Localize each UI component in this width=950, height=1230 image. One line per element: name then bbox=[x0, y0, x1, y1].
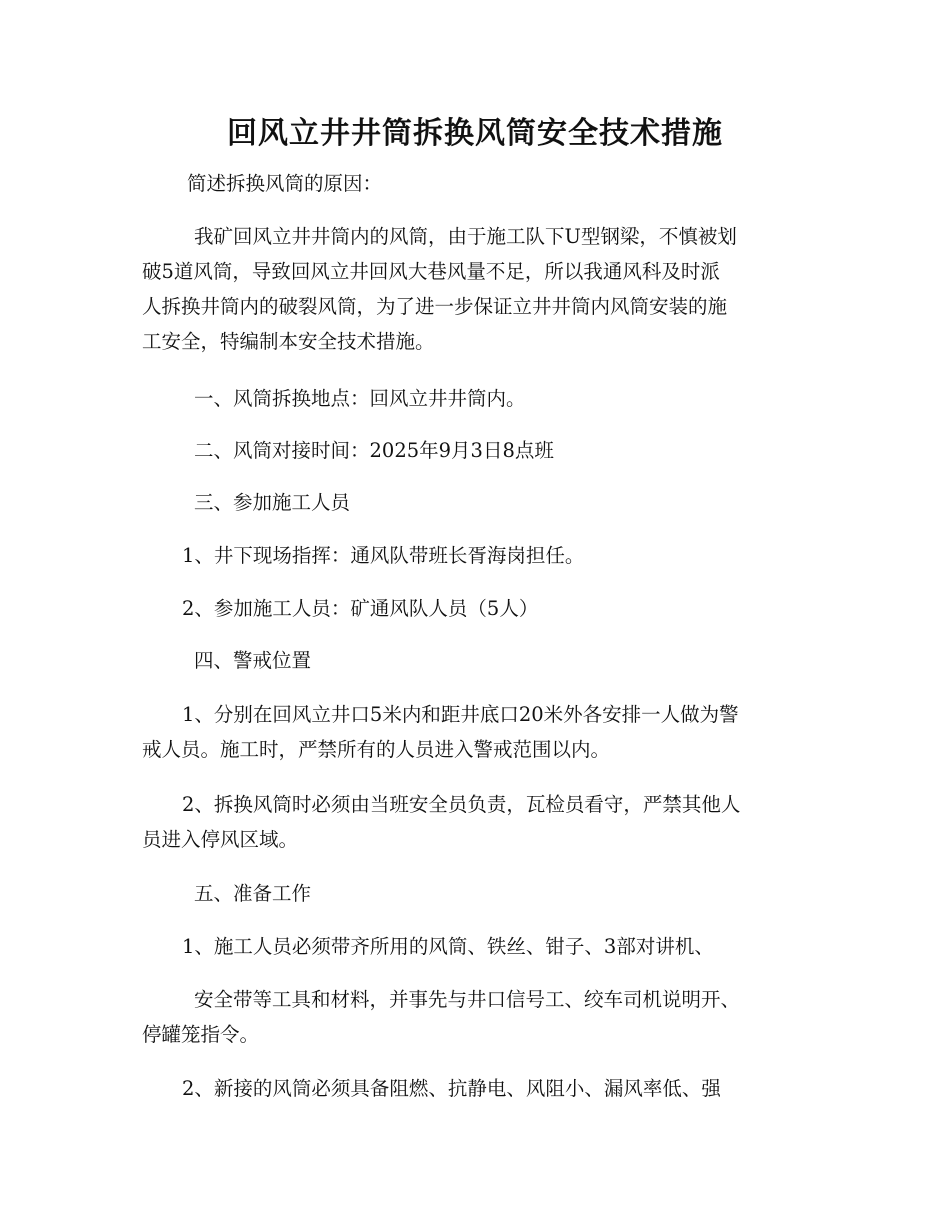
section-4-text: 四、警戒位置 bbox=[194, 649, 312, 672]
section-2-text: 二、风筒对接时间：2025年9月3日8点班 bbox=[194, 439, 554, 462]
section-2 bbox=[142, 433, 812, 468]
section-4 bbox=[142, 643, 812, 678]
section-4-item-2-line-1: 2、拆换风筒时必须由当班安全员负责，瓦检员看守，严禁其他人 bbox=[182, 793, 741, 816]
intro-line-3: 人拆换井筒内的破裂风筒，为了进一步保证立井井筒内风筒安装的施 bbox=[142, 295, 728, 318]
section-5-text: 五、准备工作 bbox=[194, 882, 312, 905]
section-5-item-2-text: 2、新接的风筒必须具备阻燃、抗静电、风阻小、漏风率低、强 bbox=[182, 1077, 721, 1100]
section-3-text: 三、参加施工人员 bbox=[194, 491, 351, 514]
section-3-item-1 bbox=[142, 538, 812, 573]
section-3-item-2 bbox=[142, 591, 812, 626]
section-4-item-1-line-1: 1、分别在回风立井口5米内和距井底口20米外各安排一人做为警 bbox=[182, 703, 739, 726]
section-5-item-1 bbox=[142, 929, 812, 964]
intro-line-4: 工安全，特编制本安全技术措施。 bbox=[142, 330, 435, 353]
section-4-item-2 bbox=[142, 787, 812, 857]
section-5 bbox=[142, 876, 812, 911]
intro-line-2: 破5道风筒，导致回风立井回风大巷风量不足，所以我通风科及时派 bbox=[142, 260, 720, 283]
section-3 bbox=[142, 485, 812, 520]
document-title: 回风立井井筒拆换风筒安全技术措施 bbox=[227, 116, 723, 151]
section-5-item-1-continued bbox=[142, 982, 812, 1052]
section-1 bbox=[142, 381, 812, 416]
section-1-text: 一、风筒拆换地点：回风立井井筒内。 bbox=[194, 387, 526, 410]
section-4-item-1-line-2: 戒人员。施工时，严禁所有的人员进入警戒范围以内。 bbox=[142, 738, 611, 761]
section-5-item-1-cont-line-2: 停罐笼指令。 bbox=[142, 1023, 260, 1046]
intro-heading bbox=[142, 166, 812, 201]
section-5-item-1-cont-line-1: 安全带等工具和材料，并事先与井口信号工、绞车司机说明开、 bbox=[194, 988, 741, 1011]
section-3-item-2-text: 2、参加施工人员：矿通风队人员（5人） bbox=[182, 597, 539, 620]
section-4-item-1 bbox=[142, 697, 812, 767]
section-4-item-2-line-2: 员进入停风区域。 bbox=[142, 828, 299, 851]
intro-line-1: 我矿回风立井井筒内的风筒，由于施工队下U型钢梁，不慎被划 bbox=[194, 225, 737, 248]
intro-heading-text: 简述拆换风筒的原因： bbox=[187, 172, 383, 195]
section-5-item-2 bbox=[142, 1071, 812, 1106]
section-5-item-1-text: 1、施工人员必须带齐所用的风筒、铁丝、钳子、3部对讲机、 bbox=[182, 935, 714, 958]
section-3-item-1-text: 1、井下现场指挥：通风队带班长胥海岗担任。 bbox=[182, 544, 585, 567]
intro-paragraph bbox=[142, 219, 812, 359]
